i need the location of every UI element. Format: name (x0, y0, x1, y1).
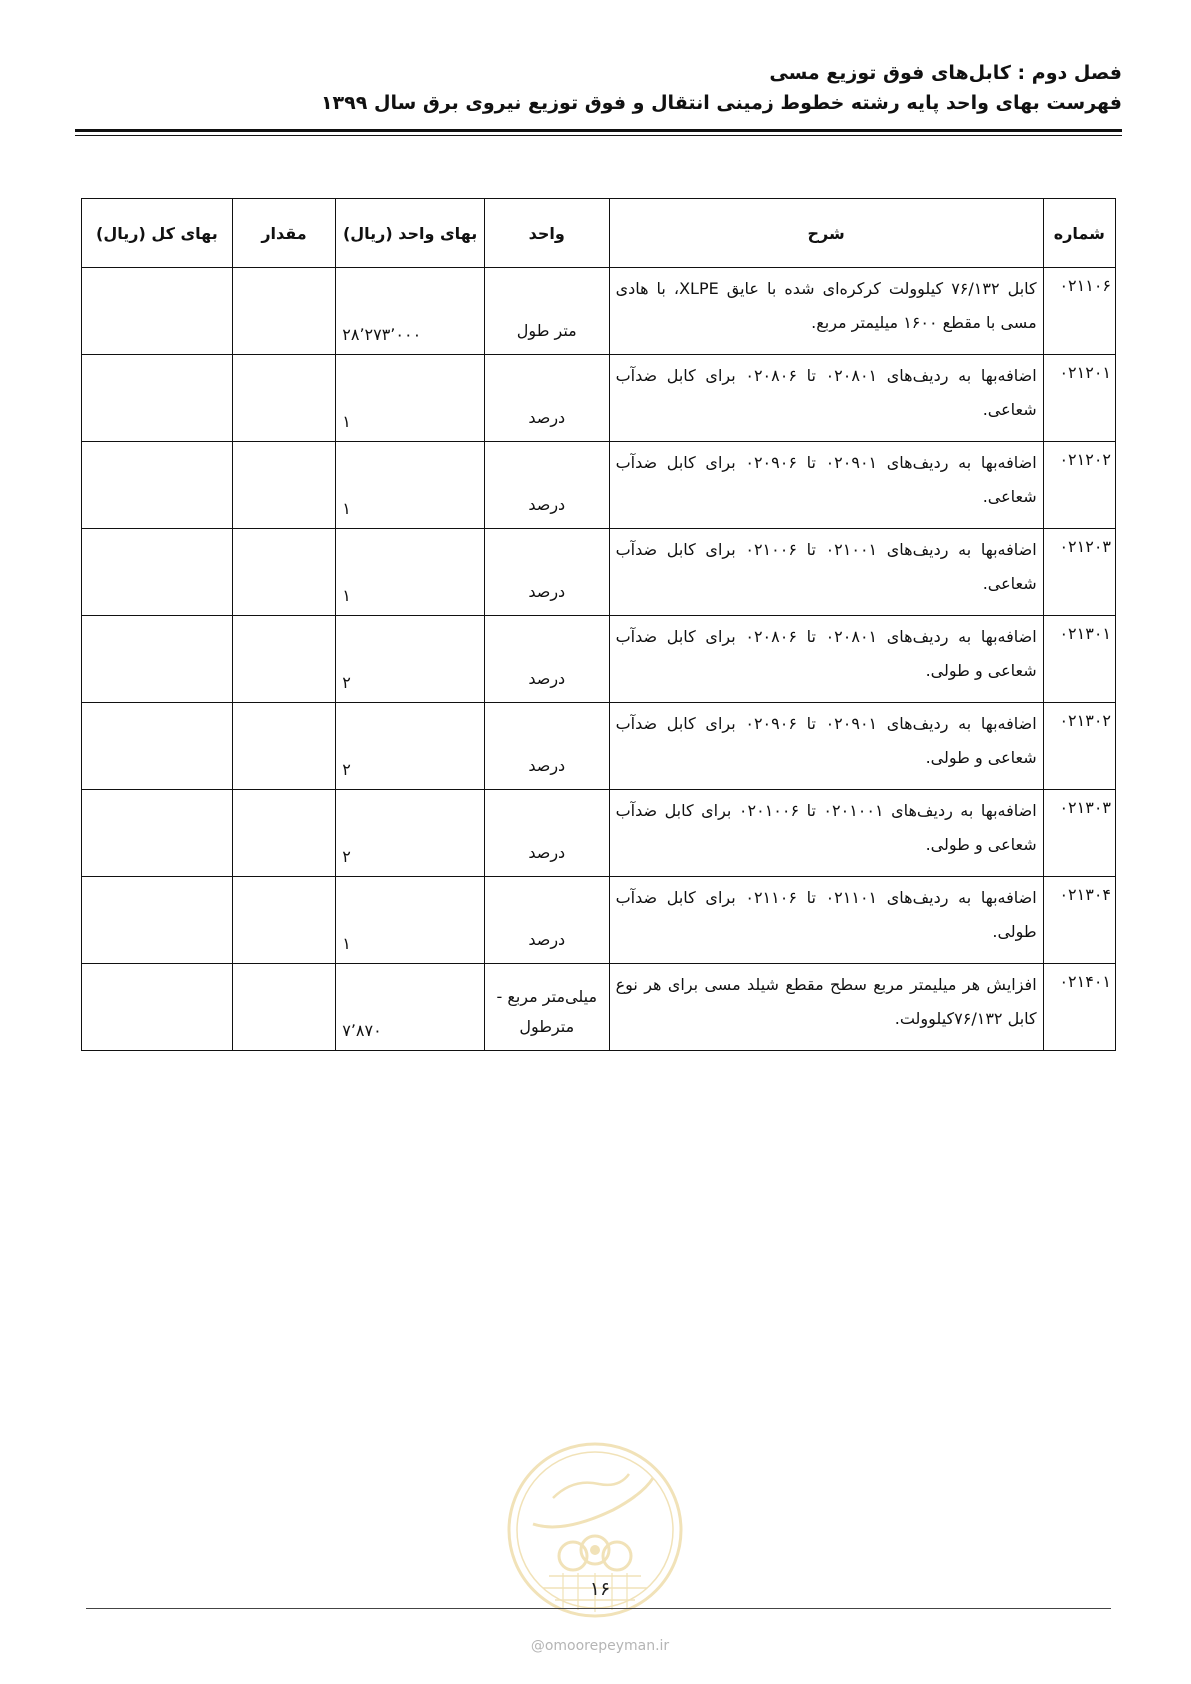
cell-unit-price: ۷٬۸۷۰ (336, 964, 485, 1051)
header-unit: واحد (484, 199, 609, 268)
cell-unit: درصد (484, 355, 609, 442)
cell-number: ۰۲۱۴۰۱ (1043, 964, 1115, 1051)
cell-unit-price: ۱ (336, 355, 485, 442)
cell-description: اضافه‌بها به ردیف‌های ۰۲۰۹۰۱ تا ۰۲۰۹۰۶ برای کابل ضدآب شعاعی. (609, 442, 1043, 529)
cell-unit: میلی‌متر مربع - مترطول (484, 964, 609, 1051)
cell-total-price (82, 703, 233, 790)
cell-number: ۰۲۱۱۰۶ (1043, 268, 1115, 355)
cell-quantity (232, 529, 336, 616)
watermark-url: @omoorepeyman.ir (530, 1638, 670, 1654)
cell-number: ۰۲۱۲۰۲ (1043, 442, 1115, 529)
cell-unit-price: ۲۸٬۲۷۳٬۰۰۰ (336, 268, 485, 355)
table-row (82, 355, 1116, 442)
price-list-table (81, 198, 1116, 1051)
cell-description: اضافه‌بها به ردیف‌های ۰۲۰۱۰۰۱ تا ۰۲۰۱۰۰۶ برای کابل ضدآب شعاعی و طولی. (609, 790, 1043, 877)
header-description: شرح (609, 199, 1043, 268)
table-row (82, 442, 1116, 529)
header-rule-thick (75, 129, 1122, 132)
cell-unit-price: ۱ (336, 877, 485, 964)
cell-description: اضافه‌بها به ردیف‌های ۰۲۱۱۰۱ تا ۰۲۱۱۰۶ برای کابل ضدآب طولی. (609, 877, 1043, 964)
cell-quantity (232, 442, 336, 529)
table-row (82, 529, 1116, 616)
cell-number: ۰۲۱۳۰۳ (1043, 790, 1115, 877)
cell-description: افزایش هر میلیمتر مربع سطح مقطع شیلد مسی برای هر نوع کابل ۷۶/۱۳۲کیلوولت. (609, 964, 1043, 1051)
footer-rule (86, 1608, 1111, 1609)
cell-unit-price: ۲ (336, 790, 485, 877)
cell-quantity (232, 616, 336, 703)
cell-description: اضافه‌بها به ردیف‌های ۰۲۱۰۰۱ تا ۰۲۱۰۰۶ برای کابل ضدآب شعاعی. (609, 529, 1043, 616)
table-header-row (82, 199, 1116, 268)
cell-quantity (232, 703, 336, 790)
cell-quantity (232, 964, 336, 1051)
table-row (82, 964, 1116, 1051)
cell-number: ۰۲۱۳۰۴ (1043, 877, 1115, 964)
cell-unit: درصد (484, 877, 609, 964)
header-rule-thin (75, 135, 1122, 136)
cell-description: اضافه‌بها به ردیف‌های ۰۲۰۸۰۱ تا ۰۲۰۸۰۶ برای کابل ضدآب شعاعی و طولی. (609, 616, 1043, 703)
cell-number: ۰۲۱۲۰۱ (1043, 355, 1115, 442)
table-row (82, 268, 1116, 355)
cell-unit-price: ۱ (336, 529, 485, 616)
cell-number: ۰۲۱۲۰۳ (1043, 529, 1115, 616)
document-subtitle: فهرست بهای واحد پایه رشته خطوط زمینی انتقال و فوق توزیع نیروی برق سال ۱۳۹۹ (320, 92, 1122, 114)
cell-unit-price: ۲ (336, 703, 485, 790)
cell-unit: درصد (484, 529, 609, 616)
cell-total-price (82, 442, 233, 529)
cell-total-price (82, 355, 233, 442)
cell-number: ۰۲۱۳۰۲ (1043, 703, 1115, 790)
cell-total-price (82, 268, 233, 355)
chapter-title: فصل دوم : کابل‌های فوق توزیع مسی (769, 62, 1122, 84)
cell-total-price (82, 877, 233, 964)
page-header (75, 58, 1122, 118)
cell-description: اضافه‌بها به ردیف‌های ۰۲۰۹۰۱ تا ۰۲۰۹۰۶ برای کابل ضدآب شعاعی و طولی. (609, 703, 1043, 790)
table-row (82, 616, 1116, 703)
cell-unit: درصد (484, 703, 609, 790)
cell-number: ۰۲۱۳۰۱ (1043, 616, 1115, 703)
cell-total-price (82, 790, 233, 877)
cell-quantity (232, 790, 336, 877)
page-number: ۱۶ (589, 1578, 611, 1600)
cell-description: اضافه‌بها به ردیف‌های ۰۲۰۸۰۱ تا ۰۲۰۸۰۶ برای کابل ضدآب شعاعی. (609, 355, 1043, 442)
cell-unit-price: ۲ (336, 616, 485, 703)
cell-total-price (82, 616, 233, 703)
cell-unit: درصد (484, 616, 609, 703)
cell-unit: درصد (484, 790, 609, 877)
cell-unit-price: ۱ (336, 442, 485, 529)
cell-quantity (232, 355, 336, 442)
cell-total-price (82, 964, 233, 1051)
header-quantity: مقدار (232, 199, 336, 268)
header-number: شماره (1043, 199, 1115, 268)
cell-description: کابل ۷۶/۱۳۲ کیلوولت کرکره‌ای شده با عایق XLPE، با هادی مسی با مقطع ۱۶۰۰ میلیمتر مربع. (609, 268, 1043, 355)
cell-total-price (82, 529, 233, 616)
header-unit-price: بهای واحد (ریال) (336, 199, 485, 268)
table-row (82, 790, 1116, 877)
cell-unit: درصد (484, 442, 609, 529)
cell-quantity (232, 268, 336, 355)
table-row (82, 703, 1116, 790)
header-total-price: بهای کل (ریال) (82, 199, 233, 268)
cell-unit: متر طول (484, 268, 609, 355)
table-row (82, 877, 1116, 964)
cell-quantity (232, 877, 336, 964)
